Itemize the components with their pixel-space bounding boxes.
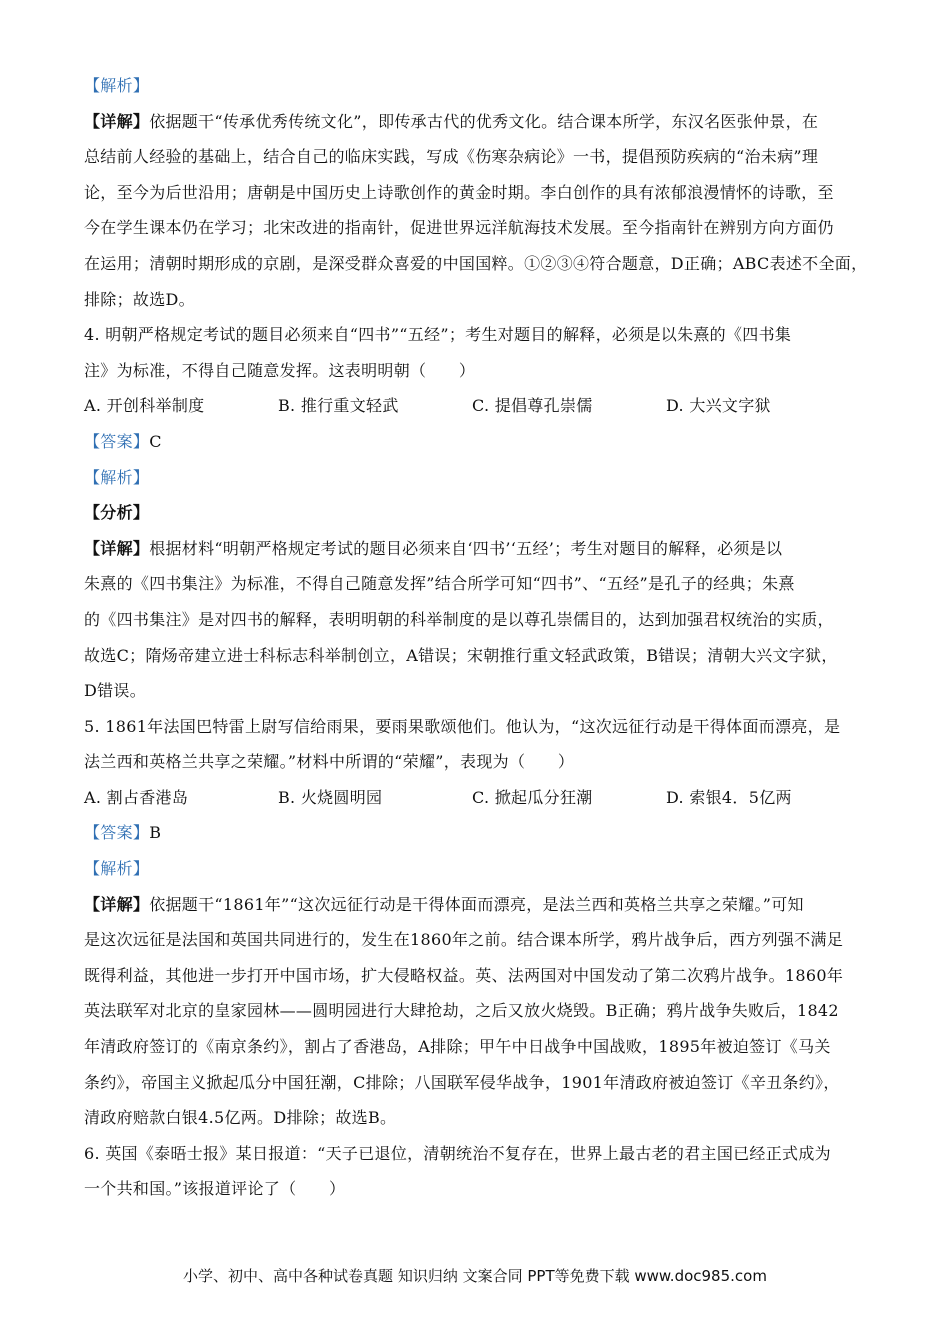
line-text: 6. 英国《泰晤士报》某日报道：“天子已退位，清朝统治不复存在，世界上最古老的君主国已经正式成为 (84, 1143, 831, 1163)
text-line (84, 104, 890, 140)
line-text: 的《四书集注》是对四书的解释，表明明朝的科举制度的是以尊孔崇儒目的，达到加强君权统治的实质， (84, 609, 834, 629)
answer-value: B (149, 823, 162, 843)
text-line (84, 1171, 890, 1207)
text-line (84, 210, 890, 246)
line-text: 注》为标准，不得自己随意发挥。这表明明朝（ ） (84, 360, 476, 380)
section-tag: 【答案】 (84, 431, 150, 451)
line-text: D错误。 (84, 681, 147, 701)
line-text: 条约》，帝国主义掀起瓜分中国狂潮，C排除；八国联军侵华战争，1901年清政府被迫签订《辛丑条约》， (84, 1072, 840, 1092)
text-line (84, 531, 890, 567)
answer-options (84, 780, 890, 816)
line-text: 今在学生课本仍在学习；北宋改进的指南针，促进世界远洋航海技术发展。至今指南针在辨别方向方面仍 (84, 218, 834, 238)
text-line (84, 602, 890, 638)
line-text: 【分析】 (84, 503, 150, 523)
text-line (84, 495, 890, 531)
line-text: 依据题干“1861年”“这次远征行动是干得体面而漂亮，是法兰西和英格兰共享之荣耀。”可知 (149, 894, 804, 914)
option-item: A. 割占香港岛 (84, 787, 189, 807)
line-text: 年清政府签订的《南京条约》，割占了香港岛，A排除；甲午中日战争中国战败，1895年被迫签订《马关 (84, 1037, 831, 1057)
text-line (84, 887, 890, 923)
line-text: 在运用；清朝时期形成的京剧，是深受群众喜爱的中国国粹。①②③④符合题意，D正确；ABC表述不全面， (84, 253, 868, 273)
document-body (84, 68, 890, 1207)
text-line (84, 1065, 890, 1101)
section-tag: 【解析】 (84, 76, 150, 95)
text-line (84, 638, 890, 674)
section-tag: 【解析】 (84, 467, 150, 487)
line-text: 故选C；隋炀帝建立进士科标志科举制创立，A错误；宋朝推行重文轻武政策，B错误；清朝大兴文字狱， (84, 645, 838, 665)
text-line (84, 139, 890, 175)
text-line (84, 851, 890, 887)
text-line (84, 68, 890, 104)
text-line (84, 246, 890, 282)
option-item: C. 掀起瓜分狂潮 (472, 787, 593, 807)
line-text: 清政府赔款白银4.5亿两。D排除；故选B。 (84, 1108, 397, 1128)
line-text: 总结前人经验的基础上，结合自己的临床实践，写成《伤寒杂病论》一书，提倡预防疾病的“治未病”理 (84, 147, 819, 167)
text-line (84, 815, 890, 851)
text-line (84, 922, 890, 958)
line-text: 论，至今为后世沿用；唐朝是中国历史上诗歌创作的黄金时期。李白创作的具有浓郁浪漫情怀的诗歌，至 (84, 182, 834, 202)
line-text: 4. 明朝严格规定考试的题目必须来自“四书”“五经”；考生对题目的解释，必须是以朱熹的《四书集 (84, 325, 792, 345)
line-text: 英法联军对北京的皇家园林——圆明园进行大肆抢劫，之后又放火烧毁。B正确；鸦片战争失败后，1842 (84, 1001, 839, 1021)
text-line (84, 709, 890, 745)
line-text: 排除；故选D。 (84, 289, 195, 309)
option-item: B. 火烧圆明园 (278, 787, 383, 807)
section-tag: 【答案】 (84, 823, 150, 843)
section-label: 【详解】 (84, 538, 150, 558)
text-line (84, 993, 890, 1029)
text-line (84, 958, 890, 994)
line-text: 法兰西和英格兰共享之荣耀。”材料中所谓的“荣耀”，表现为（ ） (84, 752, 575, 772)
text-line (84, 1029, 890, 1065)
text-line (84, 460, 890, 496)
section-label: 【详解】 (84, 894, 150, 914)
option-item: D. 索银4．5亿两 (666, 787, 792, 807)
line-text: 是这次远征是法国和英国共同进行的，发生在1860年之前。结合课本所学，鸦片战争后，西方列强不满足 (84, 930, 844, 950)
answer-options (84, 388, 890, 424)
line-text: 朱熹的《四书集注》为标准，不得自己随意发挥”结合所学可知“四书”、“五经”是孔子的经典；朱熹 (84, 574, 795, 594)
text-line (84, 566, 890, 602)
text-line (84, 317, 890, 353)
text-line (84, 1136, 890, 1172)
page-footer: 小学、初中、高中各种试卷真题 知识归纳 文案合同 PPT等免费下载 www.doc985.com (183, 1267, 767, 1285)
option-item: D. 大兴文字狱 (666, 396, 771, 416)
line-text: 既得利益，其他进一步打开中国市场，扩大侵略权益。英、法两国对中国发动了第二次鸦片战争。1860年 (84, 965, 844, 985)
line-text: 根据材料“明朝严格规定考试的题目必须来自‘四书’‘五经’；考生对题目的解释，必须是以 (149, 538, 783, 558)
line-text: 依据题干“传承优秀传统文化”，即传承古代的优秀文化。结合课本所学，东汉名医张仲景，在 (149, 111, 819, 131)
section-label: 【详解】 (84, 111, 150, 131)
answer-value: C (149, 431, 162, 451)
option-item: B. 推行重文轻武 (278, 396, 399, 416)
text-line (84, 353, 890, 389)
line-text: 一个共和国。”该报道评论了（ ） (84, 1179, 346, 1199)
text-line (84, 673, 890, 709)
text-line (84, 1100, 890, 1136)
text-line (84, 424, 890, 460)
text-line (84, 282, 890, 318)
option-item: C. 提倡尊孔崇儒 (472, 396, 593, 416)
option-item: A. 开创科举制度 (84, 396, 205, 416)
text-line (84, 744, 890, 780)
line-text: 5. 1861年法国巴特雷上尉写信给雨果，要雨果歌颂他们。他认为，“这次远征行动是干得体面而漂亮，是 (84, 716, 841, 736)
text-line (84, 175, 890, 211)
section-tag: 【解析】 (84, 859, 150, 879)
